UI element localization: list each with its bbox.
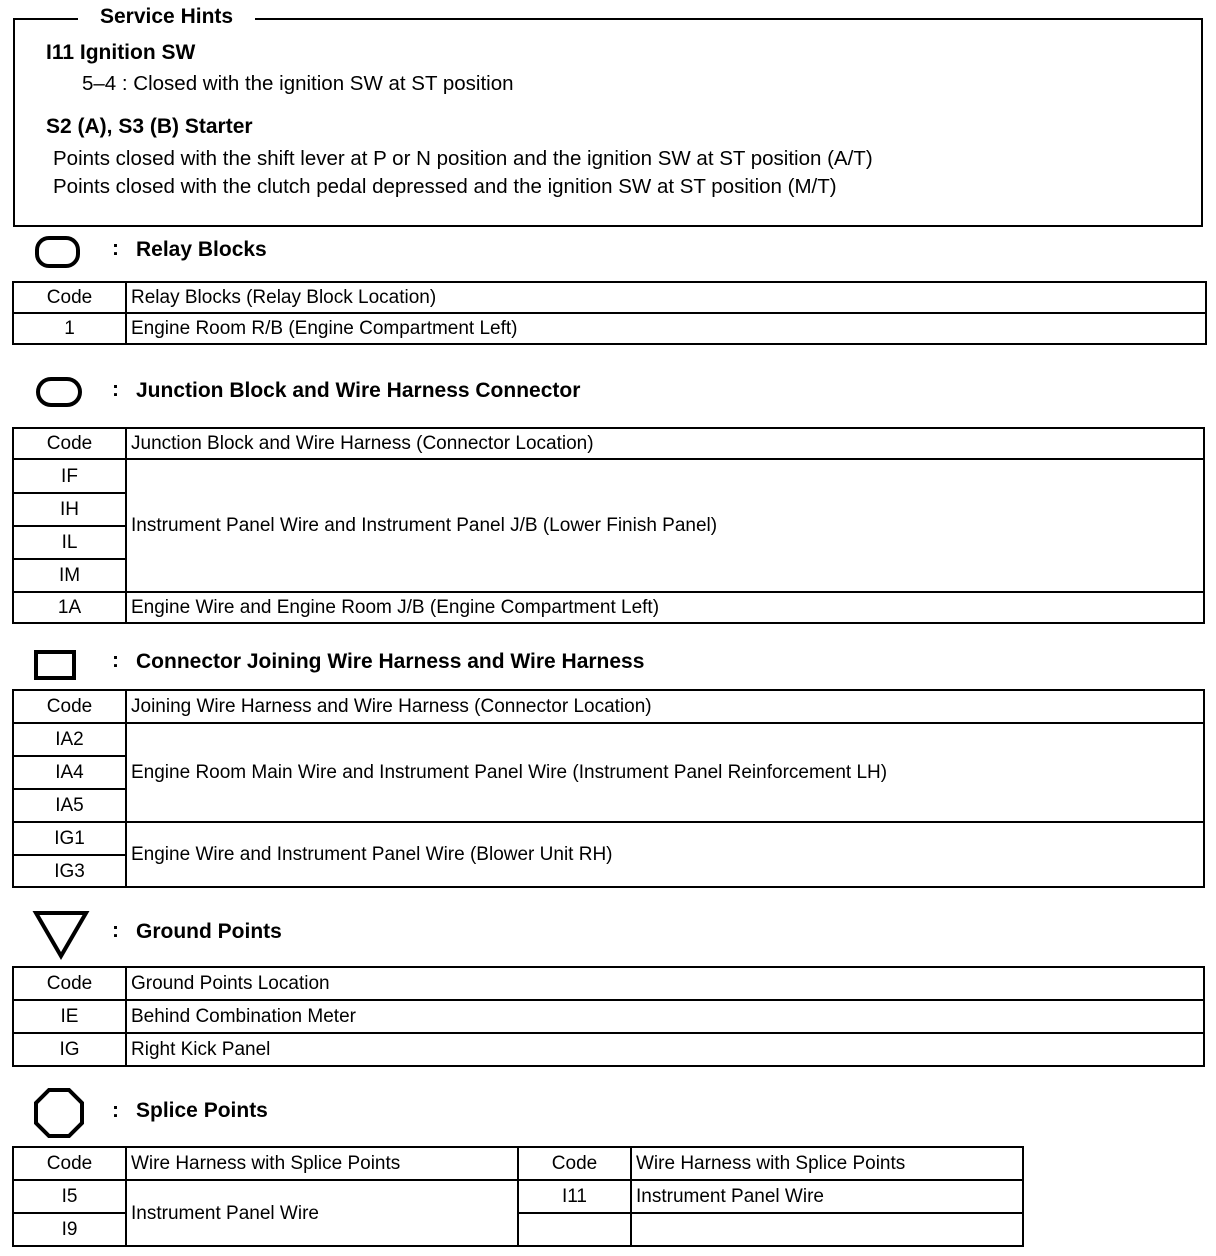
desc-header: Junction Block and Wire Harness (Connector Location) — [126, 428, 1204, 459]
junction-blocks-title: Junction Block and Wire Harness Connector — [136, 379, 581, 402]
code-header: Code — [13, 967, 126, 1000]
hint-line-ignition-sw: 5–4 : Closed with the ignition SW at ST position — [82, 72, 514, 95]
desc-header: Wire Harness with Splice Points — [126, 1147, 518, 1180]
code-cell: IL — [13, 526, 126, 559]
desc-header: Relay Blocks (Relay Block Location) — [126, 282, 1206, 313]
table-header-row — [13, 690, 1204, 723]
code-cell: IF — [13, 459, 126, 493]
hint-line-starter-at: Points closed with the shift lever at P or N position and the ignition SW at ST position (A/T) — [53, 147, 873, 170]
code-cell: IG3 — [13, 855, 126, 887]
junction-blocks-colon: : — [112, 378, 119, 401]
splice-points-title: Splice Points — [136, 1099, 268, 1122]
octagon-icon — [32, 1086, 86, 1140]
table-header-row — [13, 282, 1206, 313]
desc-cell: Instrument Panel Wire — [631, 1180, 1023, 1213]
code-header: Code — [13, 282, 126, 313]
code-cell: I11 — [518, 1180, 631, 1213]
desc-cell: Instrument Panel Wire — [126, 1180, 518, 1246]
connectors-table — [12, 689, 1205, 888]
code-cell: IM — [13, 559, 126, 592]
code-cell: IH — [13, 493, 126, 526]
relay-blocks-title: Relay Blocks — [136, 238, 267, 261]
desc-header: Ground Points Location — [126, 967, 1204, 1000]
connectors-colon: : — [112, 649, 119, 672]
relay-blocks-table — [12, 281, 1207, 345]
splice-points-table — [12, 1146, 1024, 1247]
table-row — [13, 1033, 1204, 1066]
table-row — [13, 592, 1204, 623]
splice-points-colon: : — [112, 1099, 119, 1122]
relay-blocks-colon: : — [112, 237, 119, 260]
code-cell: IE — [13, 1000, 126, 1033]
table-row — [13, 822, 1204, 855]
oval-icon — [34, 375, 84, 409]
code-cell: IA4 — [13, 756, 126, 789]
ground-points-title: Ground Points — [136, 920, 282, 943]
table-row — [13, 459, 1204, 493]
desc-header: Joining Wire Harness and Wire Harness (Connector Location) — [126, 690, 1204, 723]
desc-cell: Engine Room Main Wire and Instrument Panel Wire (Instrument Panel Reinforcement LH) — [126, 723, 1204, 822]
desc-cell: Instrument Panel Wire and Instrument Panel J/B (Lower Finish Panel) — [126, 459, 1204, 592]
table-header-row — [13, 1147, 1023, 1180]
desc-header-2: Wire Harness with Splice Points — [631, 1147, 1023, 1180]
code-cell: IG1 — [13, 822, 126, 855]
empty-desc-cell — [631, 1213, 1023, 1246]
desc-cell: Engine Room R/B (Engine Compartment Left) — [126, 313, 1206, 344]
empty-code-cell — [518, 1213, 631, 1246]
service-hints-title: Service Hints — [78, 4, 255, 30]
rounded-rectangle-icon — [34, 234, 82, 270]
hint-line-starter-mt: Points closed with the clutch pedal depressed and the ignition SW at ST position (M/T) — [53, 175, 837, 198]
desc-cell: Engine Wire and Instrument Panel Wire (Blower Unit RH) — [126, 822, 1204, 887]
hint-heading-ignition-sw: I11 Ignition SW — [46, 41, 196, 64]
junction-blocks-table — [12, 427, 1205, 624]
desc-cell: Engine Wire and Engine Room J/B (Engine Compartment Left) — [126, 592, 1204, 623]
connectors-title: Connector Joining Wire Harness and Wire Harness — [136, 650, 645, 673]
desc-cell: Right Kick Panel — [126, 1033, 1204, 1066]
code-cell: IG — [13, 1033, 126, 1066]
hint-heading-starter: S2 (A), S3 (B) Starter — [46, 115, 253, 138]
code-cell: I9 — [13, 1213, 126, 1246]
code-cell: 1A — [13, 592, 126, 623]
desc-cell: Behind Combination Meter — [126, 1000, 1204, 1033]
table-row — [13, 1180, 1023, 1213]
code-cell: IA5 — [13, 789, 126, 822]
table-row — [13, 1000, 1204, 1033]
table-row — [13, 723, 1204, 756]
code-header: Code — [13, 428, 126, 459]
code-cell: 1 — [13, 313, 126, 344]
code-cell: I5 — [13, 1180, 126, 1213]
code-header: Code — [13, 1147, 126, 1180]
ground-points-colon: : — [112, 919, 119, 942]
down-triangle-icon — [32, 908, 90, 960]
code-header-2: Code — [518, 1147, 631, 1180]
code-cell: IA2 — [13, 723, 126, 756]
table-header-row — [13, 967, 1204, 1000]
square-icon — [32, 648, 78, 682]
code-header: Code — [13, 690, 126, 723]
ground-points-table — [12, 966, 1205, 1067]
table-header-row — [13, 428, 1204, 459]
table-row — [13, 313, 1206, 344]
